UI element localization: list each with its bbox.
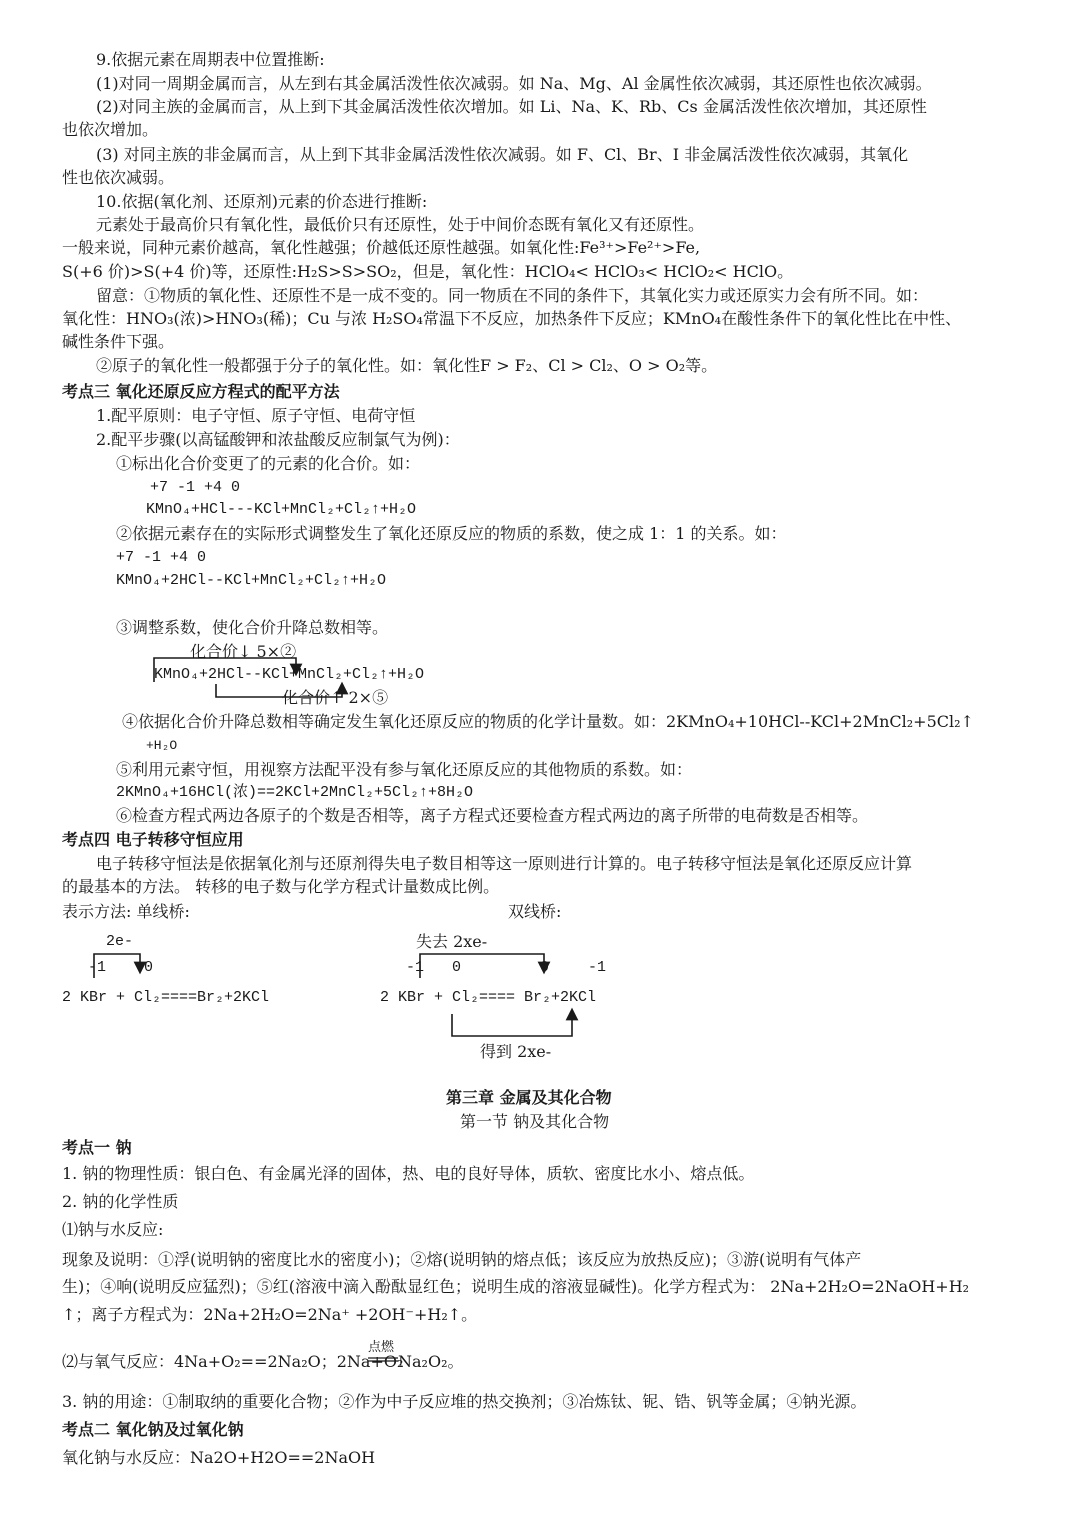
chapter-title: 第三章 金属及其化合物 bbox=[446, 1088, 612, 1107]
s10-title: 10.依据(氧化剂、还原剂)元素的价态进行推断: bbox=[96, 192, 428, 211]
single-bridge-valence-1: -1 bbox=[88, 959, 107, 976]
s9-p3b: 性也依次减弱。 bbox=[62, 168, 175, 187]
single-bridge-valence-2: 0 bbox=[144, 959, 154, 976]
na-l2: 2. 钠的化学性质 bbox=[62, 1192, 179, 1211]
k3-step4: ④依据化合价升降总数相等确定发生氧化还原反应的物质的化学计量数。如：2KMnO₄+10HCl--KCl+2MnCl₂+5Cl₂↑ bbox=[122, 712, 974, 731]
k4-double-label: 双线桥: bbox=[508, 902, 562, 921]
na-l1: 1. 钠的物理性质：银白色、有金属光泽的固体，热、电的良好导体，质软、密度比水小、熔点低。 bbox=[62, 1164, 755, 1183]
k3-step5-equation: 2KMnO₄+16HCl(浓)==2KCl+2MnCl₂+5Cl₂↑+8H₂O bbox=[116, 784, 474, 801]
single-bridge-equation: 2 KBr + Cl₂====Br₂+2KCl bbox=[62, 989, 270, 1006]
k4-heading: 考点四 电子转移守恒应用 bbox=[62, 830, 244, 849]
k2-l1: 氧化钠与水反应：Na2O+H2O==2NaOH bbox=[62, 1448, 376, 1467]
s9-p3a: (3) 对同主族的非金属而言，从上到下其非金属活泼性依次减弱。如 F、Cl、Br、I 非金属活泼性依次减弱，其氧化 bbox=[96, 145, 909, 164]
k3-step2-equation: KMnO₄+2HCl--KCl+MnCl₂+Cl₂↑+H₂O bbox=[116, 572, 387, 589]
k3-step2-valences: +7 -1 +4 0 bbox=[116, 549, 207, 566]
section-title: 第一节 钠及其化合物 bbox=[460, 1112, 610, 1131]
s10-note4: ②原子的氧化性一般都强于分子的氧化性。如：氧化性F > F₂、Cl > Cl₂、O > O₂等。 bbox=[96, 356, 718, 375]
double-bridge-valence-2: 0 bbox=[452, 959, 462, 976]
na-heading: 考点一 钠 bbox=[62, 1138, 132, 1157]
na-l8: 3. 钠的用途：①制取纳的重要化合物；②作为中子反应堆的热交换剂；③冶炼钛、铌、锆、钒等金属；④钠光源。 bbox=[62, 1392, 867, 1411]
k3-step3: ③调整系数，使化合价升降总数相等。 bbox=[116, 618, 389, 637]
k3-step2: ②依据元素存在的实际形式调整发生了氧化还原反应的物质的系数，使之成 1：1 的关系。如： bbox=[116, 524, 787, 543]
s9-p1: (1)对同一周期金属而言，从左到右其金属活泼性依次减弱。如 Na、Mg、Al 金属性依次减弱，其还原性也依次减弱。 bbox=[96, 74, 932, 93]
k4-p2: 的最基本的方法。 转移的电子数与化学方程式计量数成比例。 bbox=[62, 877, 500, 896]
k3-step1-valences: +7 -1 +4 0 bbox=[150, 479, 241, 496]
s9-p2b: 也依次增加。 bbox=[62, 120, 159, 139]
k3-l2: 2.配平步骤(以高锰酸钾和浓盐酸反应制氯气为例)： bbox=[96, 430, 460, 449]
single-bridge-line bbox=[94, 954, 140, 978]
double-bridge-top-line bbox=[420, 954, 544, 978]
k4-method: 表示方法: 单线桥: bbox=[62, 902, 190, 921]
na-l5: 生)；④响(说明反应猛烈)；⑤红(溶液中滴入酚酞显红色；说明生成的溶液显碱性)。化学方程式为： 2Na+2H₂O=2NaOH+H₂ bbox=[62, 1277, 970, 1296]
double-bridge-valence-3: 0 bbox=[540, 959, 550, 976]
step3-top-bracket bbox=[154, 658, 296, 682]
k4-p1: 电子转移守恒法是依据氧化剂与还原剂得失电子数目相等这一原则进行计算的。电子转移守恒法是氧化还原反应计算 bbox=[96, 854, 913, 873]
na-l4: 现象及说明：①浮(说明钠的密度比水的密度小)；②熔(说明钠的熔点低；该反应为放热反应)；③游(说明有气体产 bbox=[62, 1250, 862, 1269]
k3-step4-tail: +H₂O bbox=[146, 738, 178, 753]
k3-heading: 考点三 氧化还原反应方程式的配平方法 bbox=[62, 382, 340, 401]
k3-step3-bottom-label: 化合价↑ 2×⑤ bbox=[282, 688, 389, 707]
double-bridge-equation: 2 KBr + Cl₂==== Br₂+2KCl bbox=[380, 989, 597, 1006]
s10-p3: S(+6 价)>S(+4 价)等，还原性:H₂S>S>SO₂，但是，氧化性：HClO₄< HClO₃< HClO₂< HClO。 bbox=[62, 262, 794, 281]
s10-note3: 碱性条件下强。 bbox=[62, 332, 175, 351]
s9-title: 9.依据元素在周期表中位置推断: bbox=[96, 50, 325, 69]
k3-step5: ⑤利用元素守恒，用视察方法配平没有参与氧化还原反应的其他物质的系数。如： bbox=[116, 760, 693, 779]
step3-bottom-bracket bbox=[216, 684, 342, 697]
k3-step1-equation: KMnO₄+HCl---KCl+MnCl₂+Cl₂↑+H₂O bbox=[146, 501, 417, 518]
single-bridge-electrons: 2e- bbox=[106, 933, 134, 950]
double-bridge-gain: 得到 2xe- bbox=[480, 1042, 552, 1061]
na-l7-condition: 点燃 bbox=[368, 1340, 395, 1355]
na-l7a: ⑵与氧气反应：4Na+O₂==2Na₂O；2Na+O₂ bbox=[62, 1352, 404, 1371]
na-l7b: Na₂O₂。 bbox=[398, 1352, 464, 1371]
s10-note1: 留意：①物质的氧化性、还原性不是一成不变的。同一物质在不同的条件下，其氧化实力或还原实力会有所不同。如： bbox=[96, 286, 929, 305]
k3-step3-top-label: 化合价↓ 5×② bbox=[190, 642, 297, 661]
double-bridge-bottom-line bbox=[452, 1014, 572, 1036]
k2-heading: 考点二 氧化钠及过氧化钠 bbox=[62, 1420, 244, 1439]
s9-p2a: (2)对同主族的金属而言，从上到下其金属活泼性依次增加。如 Li、Na、K、Rb、Cs 金属活泼性依次增加，其还原性 bbox=[96, 97, 927, 116]
double-bridge-valence-4: -1 bbox=[588, 959, 607, 976]
na-l3: ⑴钠与水反应: bbox=[62, 1220, 164, 1239]
double-bridge-valence-1: -1 bbox=[406, 959, 425, 976]
s10-p2: 一般来说，同种元素价越高，氧化性越强；价越低还原性越强。如氧化性:Fe³⁺>Fe²⁺>Fe, bbox=[62, 238, 701, 257]
k3-step6: ⑥检查方程式两边各原子的个数是否相等，离子方程式还要检查方程式两边的离子所带的电荷数是否相等。 bbox=[116, 806, 869, 825]
k3-step3-equation: KMnO₄+2HCl--KCl+MnCl₂+Cl₂↑+H₂O bbox=[154, 666, 425, 683]
s10-p1: 元素处于最高价只有氧化性，最低价只有还原性，处于中间价态既有氧化又有还原性。 bbox=[96, 215, 705, 234]
na-l6: ↑；离子方程式为：2Na+2H₂O=2Na⁺ +2OH⁻+H₂↑。 bbox=[62, 1305, 478, 1324]
s10-note2: 氧化性：HNO₃(浓)>HNO₃(稀)；Cu 与浓 H₂SO₄常温下不反应，加热条件下反应；KMnO₄在酸性条件下的氧化性比在中性、 bbox=[62, 309, 962, 328]
k3-step1: ①标出化合价变更了的元素的化合价。如： bbox=[116, 454, 421, 473]
double-bridge-lose: 失去 2xe- bbox=[416, 932, 488, 951]
k3-l1: 1.配平原则：电子守恒、原子守恒、电荷守恒 bbox=[96, 406, 416, 425]
